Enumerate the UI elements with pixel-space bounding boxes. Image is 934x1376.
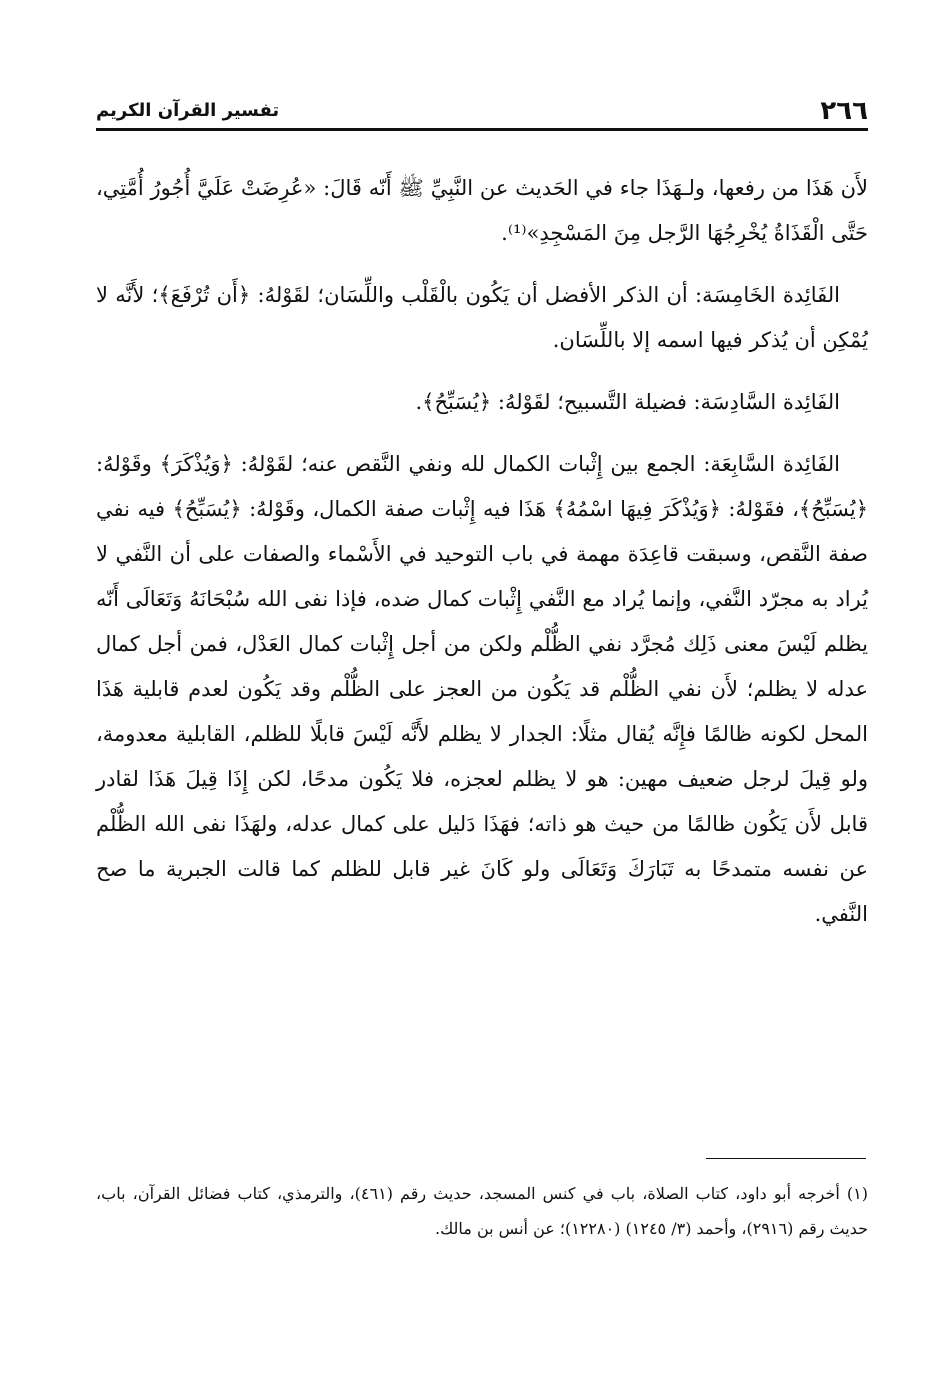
header-divider xyxy=(96,128,868,131)
main-text xyxy=(96,166,868,954)
footnote-divider xyxy=(706,1158,866,1159)
paragraph-hadith: لأَن هَذَا من رفعها، ولـهَذَا جاء في الحَديث عن النَّبِيِّ ﷺ أَنّه قَالَ: «عُرِضَتْ عَلَيَّ أُجُورُ أُمَّتِي، حَتَّى الْقَذَاةُ يُخْرِجُهَا الرَّجل مِنَ المَسْجِدِ»⁽¹⁾. xyxy=(96,176,868,245)
paragraph-benefit-7: الفَائِدة السَّابِعَة: الجمع بين إِثْبات الكمال لله ونفي النَّقص عنه؛ لقَوْلهُ: ﴿وَيُذْكَرَ﴾ وقَوْلهُ: ﴿يُسَبِّحُ﴾، فقَوْلهُ: ﴿وَيُذْكَرَ فِيهَا اسْمُهُ﴾ هَذَا فيه إِثْبات صفة الكمال، وقَوْلهُ: ﴿يُسَبِّحُ﴾ فيه نفي صفة النَّقص، وسبقت قاعِدَة مهمة في باب التوحيد في الأَسْماء والصفات على أن النَّفي لا يُراد به مجرّد النَّفي، وإنما يُراد مع النَّفي إِثْبات كمال ضده، فإذا نفى الله سُبْحَانَهُ وَتَعَالَى أَنّه يظلم لَيْسَ معنى ذَلِك مُجرَّد نفي الظُّلْم ولكن من أجل إِثْبات كمال العَدْل، فمن أجل كمال عدله لا يظلم؛ لأَن نفي الظُّلْم قد يَكُون من العجز على الظُّلْم وقد يَكُون لعدم قابلية هَذَا المحل لكونه ظالمًا فإِنَّه يُقال مثلًا: الجدار لا يظلم لأَنَّه لَيْسَ قابلًا للظلم، القابلية معدومة، ولو قِيلَ لرجل ضعيف مهين: هو لا يظلم لعجزه، فلا يَكُون مدحًا، لكن إِذَا قِيلَ هَذَا لقادر قابل لأَن يَكُون ظالمًا من حيث هو ذاته؛ فهَذَا دَليل على كمال عدله، ولهَذَا نفى الله الظُّلْم عن نفسه متمدحًا به تَبَارَكَ وَتَعَالَى ولو كَانَ غير قابل للظلم كما قالت الجبرية ما صح النَّفي. xyxy=(96,452,868,926)
paragraph-benefit-6: الفَائِدة السَّادِسَة: فضيلة التَّسبيح؛ لقَوْلهُ: ﴿يُسَبِّحُ﴾. xyxy=(415,390,840,414)
paragraph-benefit-5: الفَائِدة الخَامِسَة: أن الذكر الأفضل أن يَكُون بالْقَلْب واللِّسَان؛ لقَوْلهُ: ﴿أَن تُرْفَعَ﴾؛ لأَنَّه لا يُمْكِن أن يُذكر فيها اسمه إلا باللِّسَان. xyxy=(96,283,868,352)
book-title: تفسير القرآن الكريم xyxy=(96,100,280,121)
page-header xyxy=(96,96,868,130)
page-number: ٢٦٦ xyxy=(820,96,868,126)
footnote: (١) أخرجه أبو داود، كتاب الصلاة، باب في كنس المسجد، حديث رقم (٤٦١)، والترمذي، كتاب فضائل القرآن، باب، حديث رقم (٢٩١٦)، وأحمد (٣/ ١٢٤٥) (١٢٢٨٠)؛ عن أنس بن مالك. xyxy=(96,1184,869,1238)
